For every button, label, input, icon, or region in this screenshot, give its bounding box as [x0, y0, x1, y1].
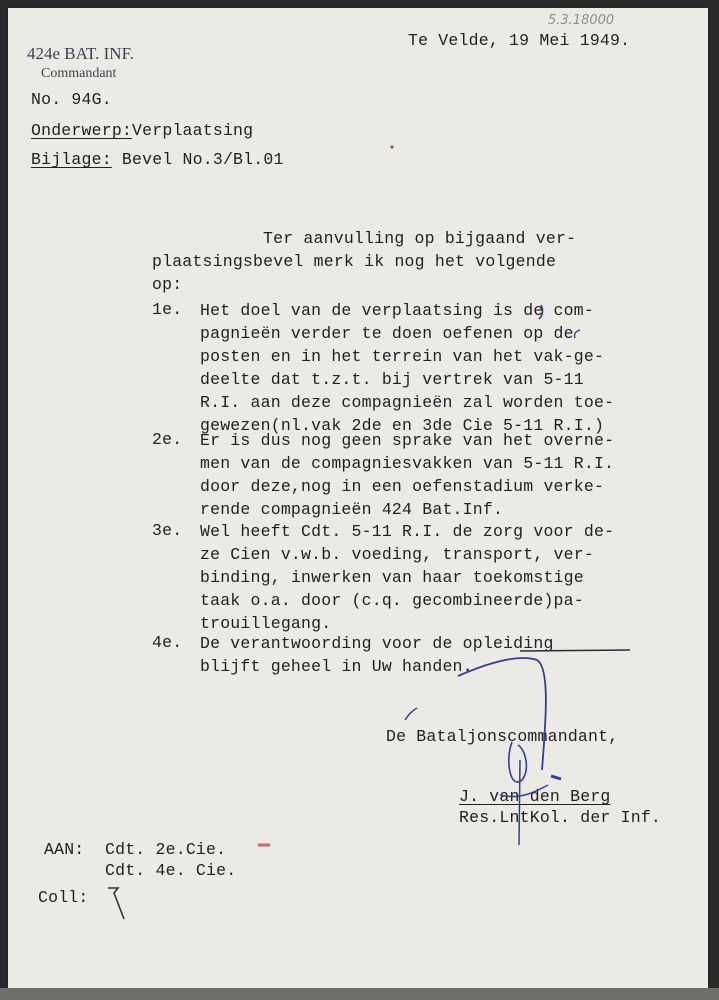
coll-label: Coll: — [38, 888, 89, 907]
place-date: Te Velde, 19 Mei 1949. — [408, 31, 631, 50]
item-line: Er is dus nog geen sprake van het overne- — [200, 431, 615, 450]
item-line: De verantwoording voor de opleiding — [200, 634, 554, 653]
pen-tick — [575, 330, 580, 338]
pen-tick — [539, 305, 543, 319]
distribution-label: AAN: — [44, 840, 85, 859]
unit-stamp: 424e BAT. INF. — [27, 44, 134, 63]
intro-line: op: — [152, 275, 183, 294]
signature-mark — [405, 658, 561, 845]
signatory-name: J. van den Berg — [459, 787, 611, 806]
item-line: deelte dat t.z.t. bij vertrek van 5-11 — [200, 370, 584, 389]
ink-dot — [391, 146, 394, 149]
item-line: posten en in het terrein van het vak-ge- — [200, 347, 605, 366]
item-line: ze Cien v.w.b. voeding, transport, ver- — [200, 545, 594, 564]
item-number: 2e. — [152, 430, 183, 449]
archive-number: 5.3.18000 — [548, 13, 615, 28]
unit-stamp-role: Commandant — [41, 66, 117, 81]
item-line: Wel heeft Cdt. 5-11 R.I. de zorg voor de- — [200, 522, 615, 541]
item-line: door deze,nog in een oefenstadium verke- — [200, 477, 605, 496]
attachment-value: Bevel No.3/Bl.01 — [111, 150, 284, 169]
item-number: 4e. — [152, 633, 183, 652]
item-line: pagnieën verder te doen oefenen op de — [200, 324, 574, 343]
distribution-recipient: Cdt. 4e. Cie. — [105, 861, 237, 880]
document-number: No. 94G. — [31, 90, 112, 109]
item-line: men van de compagniesvakken van 5-11 R.I. — [200, 454, 615, 473]
subject-value: Verplaatsing — [132, 121, 254, 140]
subject-label: Onderwerp: — [31, 121, 133, 140]
item-line: blijft geheel in Uw handen. — [200, 657, 473, 676]
intro-line: plaatsingsbevel merk ik nog het volgende — [152, 252, 557, 271]
attachment-label: Bijlage: — [31, 150, 112, 169]
intro-line: Ter aanvulling op bijgaand ver- — [263, 229, 577, 248]
closing-title: De Bataljonscommandant, — [386, 727, 619, 746]
item-line: taak o.a. door (c.q. gecombineerde)pa- — [200, 591, 584, 610]
item-line: binding, inwerken van haar toekomstige — [200, 568, 584, 587]
item-line: Het doel van de verplaatsing is de com- — [200, 301, 594, 320]
opleiding-underline — [520, 650, 630, 651]
item-line: rende compagnieën 424 Bat.Inf. — [200, 500, 504, 519]
signatory-rank: Res.LntKol. der Inf. — [459, 808, 662, 827]
item-number: 3e. — [152, 521, 183, 540]
item-number: 1e. — [152, 300, 183, 319]
item-line: R.I. aan deze compagnieën zal worden toe- — [200, 393, 615, 412]
item-line: trouillegang. — [200, 614, 332, 633]
item-line: gewezen(nl.vak 2de en 3de Cie 5-11 R.I.) — [200, 416, 605, 435]
distribution-recipient: Cdt. 2e.Cie. — [105, 840, 227, 859]
coll-check-mark — [108, 888, 124, 919]
